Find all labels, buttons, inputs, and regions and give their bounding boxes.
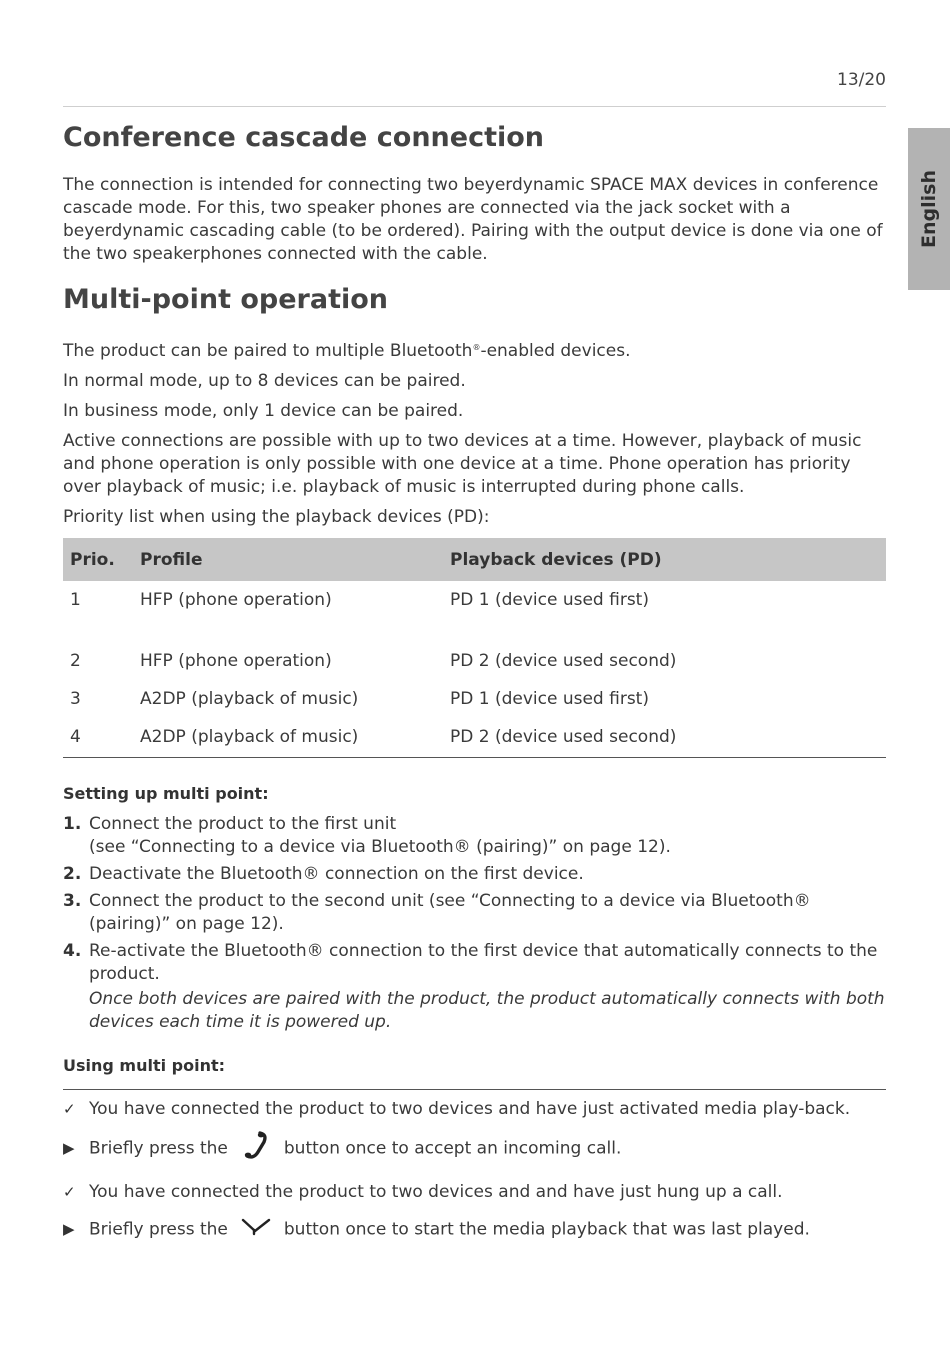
table-cell: HFP (phone operation) (140, 590, 332, 610)
arrow-icon: ▶ (63, 1219, 75, 1238)
table-cell: 3 (70, 689, 81, 709)
action-text: Briefly press the button once to accept an incoming call. (89, 1130, 621, 1167)
step-text: Connect the product to the second unit (see “Connecting to a device via Bluetooth® (pairing)” on page 12). (89, 890, 811, 934)
page-content (63, 118, 886, 1243)
action-item (63, 1216, 886, 1243)
table-row (63, 719, 886, 757)
conference-heading: Conference cascade connection (63, 122, 545, 153)
header-divider (63, 106, 886, 107)
precondition-text: You have connected the product to two devices and and have just hung up a call. (89, 1181, 783, 1202)
table-cell: PD 1 (device used first) (450, 689, 649, 709)
priority-table (63, 538, 886, 758)
table-header-prio: Prio. (63, 538, 133, 581)
precondition-item (63, 1181, 886, 1204)
multipoint-paragraph-2: In normal mode, up to 8 devices can be paired. (63, 371, 466, 391)
using-divider (63, 1089, 886, 1090)
table-cell: PD 2 (device used second) (443, 719, 886, 757)
table-row (63, 581, 886, 643)
action-item (63, 1130, 886, 1167)
language-tab (908, 128, 950, 290)
check-icon: ✓ (63, 1099, 76, 1118)
step-text: Re-activate the Bluetooth® connection to the first device that automatically connects to the product. Once both devices are paired with the product, the product automatically connects with both devices each time it is powered up. (89, 940, 885, 1032)
multipoint-paragraph-5: Priority list when using the playback devices (PD): (63, 507, 490, 527)
multipoint-paragraph-1: The product can be paired to multiple Bluetooth®-enabled devices. (63, 341, 631, 361)
conference-body: The connection is intended for connecting two beyerdynamic SPACE MAX devices in conference cascade mode. For this, two speaker phones are connected via the jack socket with a beyerdynamic cascading cable (to be ordered). Pairing with the output device is done via one of the two speakerphones connected with the cable. (63, 175, 883, 264)
list-item (63, 813, 886, 859)
step-note: Once both devices are paired with the product, the product automatically connects with both devices each time it is powered up. (89, 988, 885, 1032)
multipoint-paragraph-4: Active connections are possible with up to two devices at a time. However, playback of music and phone operation is only possible with one device at a time. Phone operation has priority over playback of music; i.e. playback of music is interrupted during phone calls. (63, 431, 862, 497)
multipoint-paragraph-3: In business mode, only 1 device can be paired. (63, 401, 464, 421)
table-cell: 1 (70, 590, 81, 610)
step-number: 4. (63, 940, 82, 961)
table-row (63, 681, 886, 719)
table-row (63, 643, 886, 681)
table-header-row (63, 538, 886, 581)
table-cell: PD 2 (device used second) (450, 651, 677, 671)
table-header-profile: Profile (133, 538, 443, 581)
setup-steps-list (63, 813, 886, 1034)
table-cell: 4 (63, 719, 133, 757)
using-heading: Using multi point: (63, 1055, 226, 1075)
table-cell: HFP (phone operation) (140, 651, 332, 671)
multipoint-heading: Multi-point operation (63, 284, 389, 315)
precondition-item (63, 1098, 886, 1121)
table-cell: 2 (70, 651, 81, 671)
page-number: 13/20 (837, 70, 886, 90)
list-item (63, 890, 886, 936)
language-tab-label: English (918, 170, 940, 248)
step-text: Deactivate the Bluetooth® connection on the first device. (89, 863, 584, 884)
step-number: 1. (63, 813, 82, 834)
precondition-text: You have connected the product to two devices and have just activated media play-back. (89, 1098, 851, 1119)
list-item (63, 940, 886, 1034)
step-number: 2. (63, 863, 82, 884)
multifunction-chevron-icon (228, 1216, 284, 1243)
table-cell: PD 1 (device used first) (450, 590, 649, 610)
table-cell: A2DP (playback of music) (140, 689, 359, 709)
table-cell: A2DP (playback of music) (133, 719, 443, 757)
phone-handset-icon (228, 1130, 284, 1167)
setup-heading: Setting up multi point: (63, 783, 269, 803)
step-text: Connect the product to the first unit (see “Connecting to a device via Bluetooth® (pairing)” on page 12). (89, 813, 671, 857)
arrow-icon: ▶ (63, 1138, 75, 1157)
check-icon: ✓ (63, 1182, 76, 1201)
step-number: 3. (63, 890, 82, 911)
list-item (63, 863, 886, 886)
action-text: Briefly press the button once to start the media playback that was last played. (89, 1216, 810, 1243)
table-header-playback-devices: Playback devices (PD) (443, 538, 886, 581)
